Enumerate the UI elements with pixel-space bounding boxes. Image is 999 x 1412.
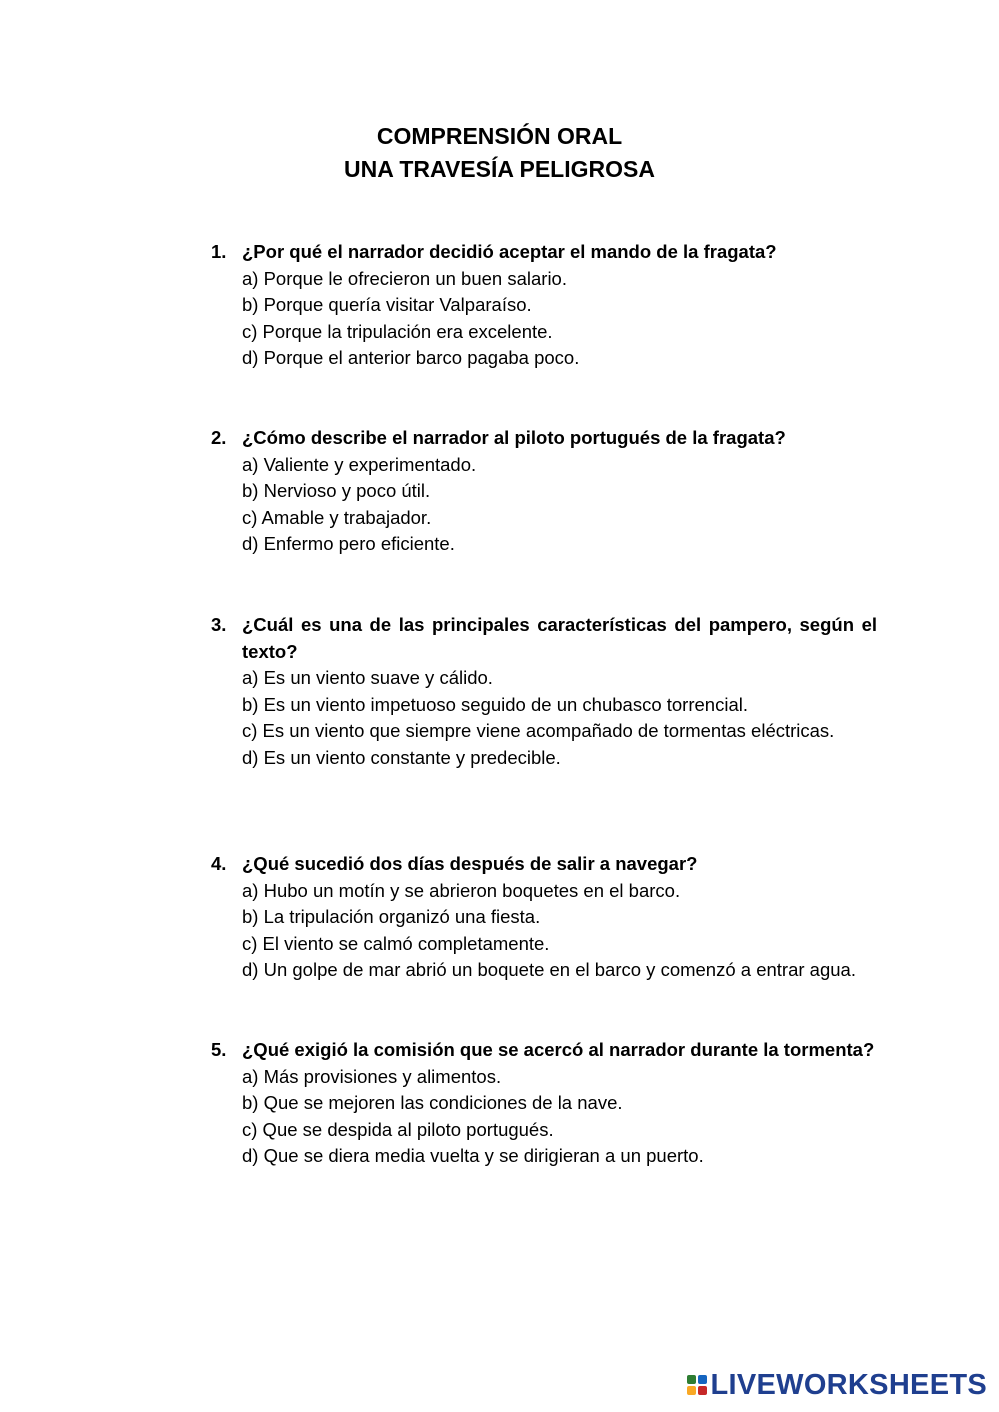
question-1-option-d[interactable]: d) Porque el anterior barco pagaba poco. bbox=[242, 347, 580, 369]
question-3-text: ¿Cuál es una de las principales características del pampero, según el texto? bbox=[242, 614, 877, 662]
question-4-text: ¿Qué sucedió dos días después de salir a navegar? bbox=[242, 853, 698, 874]
question-1-option-c[interactable]: c) Porque la tripulación era excelente. bbox=[242, 320, 553, 342]
question-2-number: 2. bbox=[211, 427, 227, 448]
question-5-option-c[interactable]: c) Que se despida al piloto portugués. bbox=[242, 1118, 554, 1140]
question-5 bbox=[211, 1037, 877, 1170]
question-5-option-a[interactable]: a) Más provisiones y alimentos. bbox=[242, 1065, 502, 1087]
question-2-heading bbox=[211, 425, 877, 452]
logo-square-2 bbox=[698, 1375, 707, 1384]
title-line-2: UNA TRAVESÍA PELIGROSA bbox=[344, 156, 655, 182]
question-2-text: ¿Cómo describe el narrador al piloto portugués de la fragata? bbox=[242, 427, 786, 448]
question-3 bbox=[211, 612, 877, 772]
question-4-number: 4. bbox=[211, 853, 227, 874]
question-5-text: ¿Qué exigió la comisión que se acercó al narrador durante la tormenta? bbox=[242, 1039, 875, 1060]
question-4-option-a[interactable]: a) Hubo un motín y se abrieron boquetes en el barco. bbox=[242, 879, 681, 901]
question-2 bbox=[211, 425, 877, 558]
question-2-option-d[interactable]: d) Enfermo pero eficiente. bbox=[242, 533, 455, 555]
liveworksheets-logo-icon bbox=[687, 1375, 707, 1395]
question-1-number: 1. bbox=[211, 241, 227, 262]
question-2-option-c[interactable]: c) Amable y trabajador. bbox=[242, 506, 432, 528]
question-3-option-a[interactable]: a) Es un viento suave y cálido. bbox=[242, 667, 493, 689]
logo-square-1 bbox=[687, 1375, 696, 1384]
question-3-option-d[interactable]: d) Es un viento constante y predecible. bbox=[242, 746, 561, 768]
question-3-option-c[interactable]: c) Es un viento que siempre viene acompañado de tormentas eléctricas. bbox=[242, 720, 835, 742]
question-3-number: 3. bbox=[211, 614, 227, 635]
question-4-option-b[interactable]: b) La tripulación organizó una fiesta. bbox=[242, 906, 541, 928]
question-3-option-b[interactable]: b) Es un viento impetuoso seguido de un chubasco torrencial. bbox=[242, 693, 748, 715]
question-5-heading bbox=[211, 1037, 877, 1064]
question-1-heading bbox=[211, 239, 877, 266]
question-4-option-c[interactable]: c) El viento se calmó completamente. bbox=[242, 932, 550, 954]
question-1 bbox=[211, 239, 877, 372]
question-5-number: 5. bbox=[211, 1039, 227, 1060]
logo-square-3 bbox=[687, 1386, 696, 1395]
question-4-option-d[interactable]: d) Un golpe de mar abrió un boquete en el barco y comenzó a entrar agua. bbox=[242, 959, 856, 981]
liveworksheets-wordmark: LIVEWORKSHEETS bbox=[710, 1368, 987, 1401]
question-4 bbox=[211, 851, 877, 984]
question-3-heading bbox=[211, 612, 877, 665]
question-1-text: ¿Por qué el narrador decidió aceptar el mando de la fragata? bbox=[242, 241, 777, 262]
question-2-option-b[interactable]: b) Nervioso y poco útil. bbox=[242, 480, 431, 502]
question-1-option-a[interactable]: a) Porque le ofrecieron un buen salario. bbox=[242, 267, 567, 289]
logo-square-4 bbox=[698, 1386, 707, 1395]
question-1-option-b[interactable]: b) Porque quería visitar Valparaíso. bbox=[242, 294, 532, 316]
liveworksheets-brand[interactable] bbox=[687, 1370, 988, 1400]
question-4-heading bbox=[211, 851, 877, 878]
question-2-option-a[interactable]: a) Valiente y experimentado. bbox=[242, 453, 477, 475]
title-line-1: COMPRENSIÓN ORAL bbox=[376, 123, 623, 149]
question-5-option-d[interactable]: d) Que se diera media vuelta y se dirigieran a un puerto. bbox=[242, 1145, 704, 1167]
page-title bbox=[0, 120, 999, 186]
question-5-option-b[interactable]: b) Que se mejoren las condiciones de la nave. bbox=[242, 1092, 623, 1114]
